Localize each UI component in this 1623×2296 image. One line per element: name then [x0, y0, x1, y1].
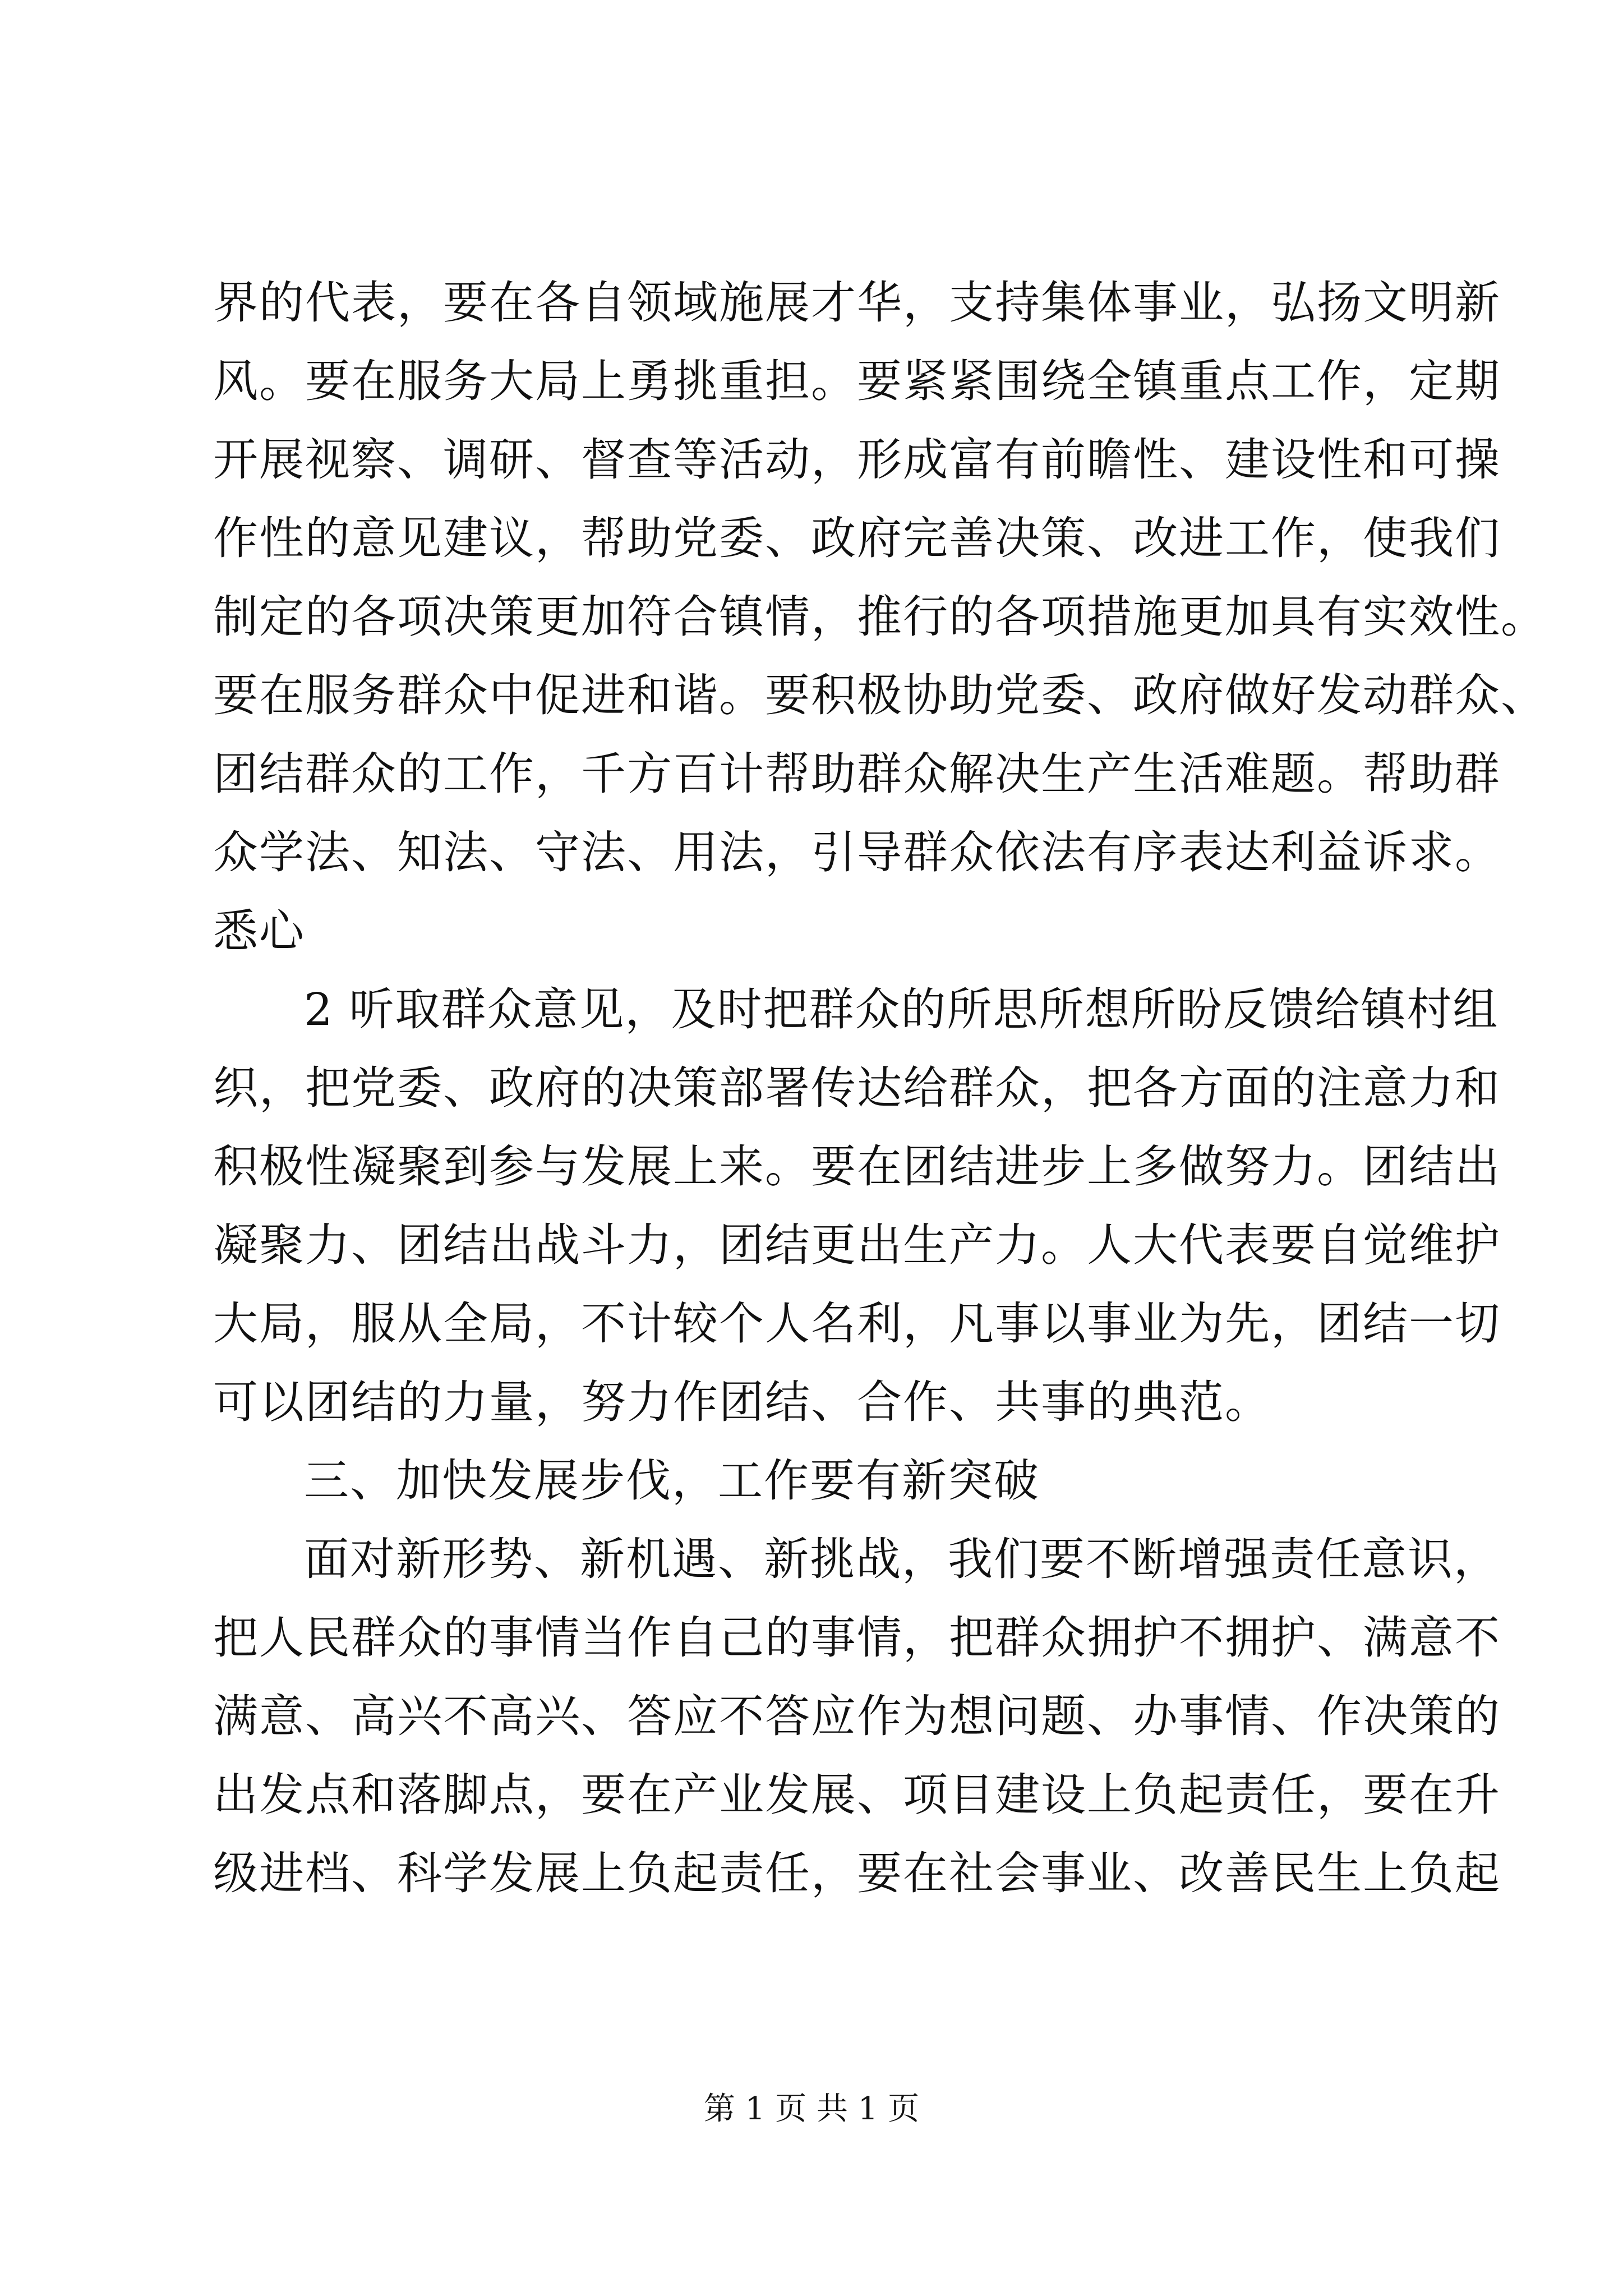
text-line-8: 众学法、知法、守法、用法，引导群众依法有序表达利益诉求。: [213, 826, 1501, 878]
page-footer: [0, 2087, 1623, 2132]
text-line-7: 团结群众的工作，千方百计帮助群众解决生产生活难题。帮助群: [213, 748, 1501, 800]
text-line-20: 出发点和落脚点，要在产业发展、项目建设上负起责任，要在升: [213, 1769, 1501, 1821]
text-line-4: 作性的意见建议，帮助党委、政府完善决策、改进工作，使我们: [213, 512, 1501, 564]
text-line-14: 大局，服从全局，不计较个人名利，凡事以事业为先，团结一切: [213, 1297, 1501, 1350]
text-line-21: 级进档、科学发展上负起责任，要在社会事业、改善民生上负起: [213, 1847, 1501, 1899]
paragraph-start-line: 2 听取群众意见，及时把群众的所思所想所盼反馈给镇村组: [304, 983, 1499, 1036]
text-line-9: 悉心: [213, 905, 305, 957]
section-heading: 三、加快发展步伐，工作要有新突破: [304, 1455, 1040, 1507]
text-line-15: 可以团结的力量，努力作团结、合作、共事的典范。: [213, 1376, 1271, 1428]
text-line-1: 界的代表，要在各自领域施展才华，支持集体事业，弘扬文明新: [213, 277, 1501, 329]
document-body: [213, 264, 1547, 1913]
text-line-13: 凝聚力、团结出战斗力，团结更出生产力。人大代表要自觉维护: [213, 1219, 1501, 1271]
text-line-6: 要在服务群众中促进和谐。要积极协助党委、政府做好发动群众、: [213, 669, 1547, 721]
text-line-5: 制定的各项决策更加符合镇情，推行的各项措施更加具有实效性。: [213, 591, 1547, 643]
text-line-12: 积极性凝聚到参与发展上来。要在团结进步上多做努力。团结出: [213, 1140, 1501, 1193]
text-line-18: 把人民群众的事情当作自己的事情，把群众拥护不拥护、满意不: [213, 1612, 1501, 1664]
text-line-2: 风。要在服务大局上勇挑重担。要紧紧围绕全镇重点工作，定期: [213, 355, 1501, 407]
paragraph-start-line: 面对新形势、新机遇、新挑战，我们要不断增强责任意识，: [304, 1533, 1500, 1585]
text-line-19: 满意、高兴不高兴、答应不答应作为想问题、办事情、作决策的: [213, 1690, 1501, 1742]
page-number-label: 第 1 页 共 1 页: [703, 2091, 920, 2127]
text-line-11: 织，把党委、政府的决策部署传达给群众，把各方面的注意力和: [213, 1062, 1501, 1114]
text-line-3: 开展视察、调研、督查等活动，形成富有前瞻性、建设性和可操: [213, 434, 1501, 486]
